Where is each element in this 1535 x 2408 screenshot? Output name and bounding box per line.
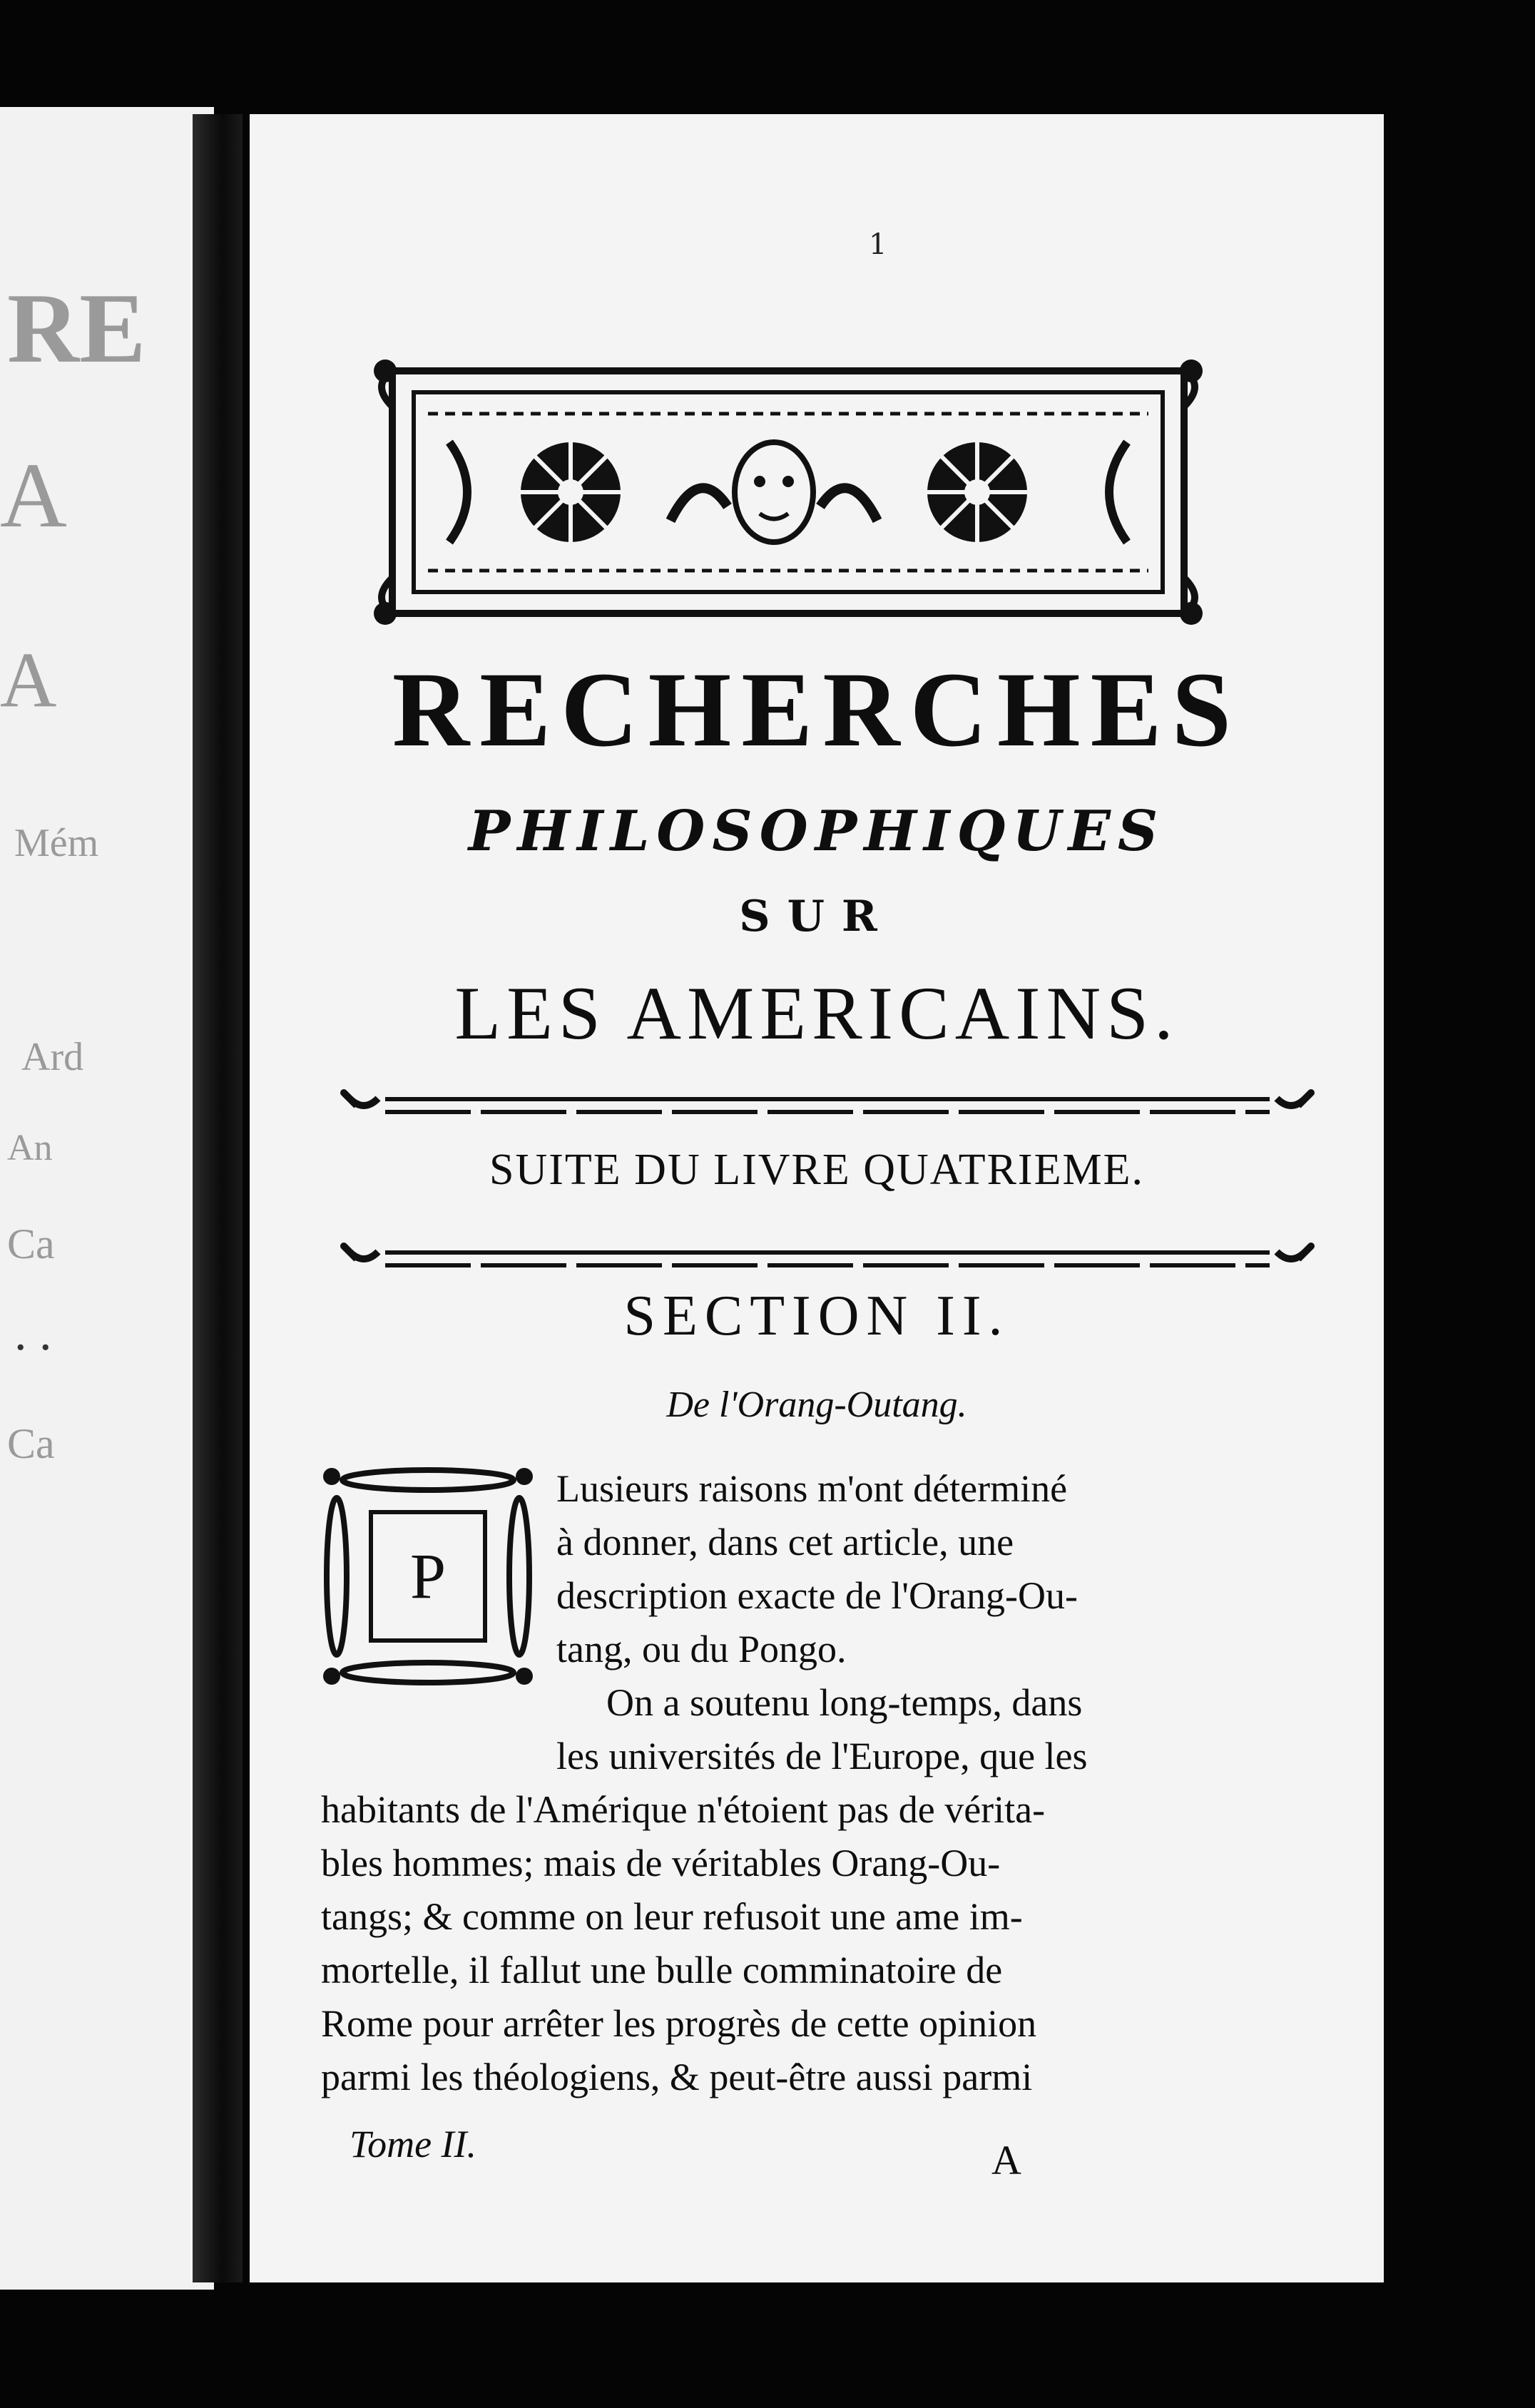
left-fragment: Ard [21, 1035, 84, 1079]
body-line: Lusieurs raisons m'ont déterminé [556, 1467, 1068, 1510]
body-line: habitants de l'Amérique n'étoient pas de vérita- [321, 1788, 1046, 1831]
footer-tome: Tome II. [350, 2123, 477, 2165]
body-line: On a soutenu long-temps, dans [606, 1681, 1083, 1724]
left-facing-page [0, 107, 214, 2290]
body-line: Rome pour arrêter les progrès de cette opinion [321, 2002, 1037, 2045]
page-signature-mark: 1 [869, 228, 887, 261]
title-americains: LES AMERICAINS. [454, 971, 1179, 1055]
title-philosophiques: PHILOSOPHIQUES [468, 799, 1166, 864]
book-page [250, 114, 1384, 2282]
ornamental-headpiece [364, 350, 1213, 635]
left-fragment: A [0, 636, 57, 723]
left-fragment: An [7, 1128, 53, 1168]
title-main: RECHERCHES [392, 651, 1242, 769]
section-title: SECTION II. [623, 1285, 1010, 1347]
title-sur: SUR [739, 892, 894, 942]
body-line: tangs; & comme on leur refusoit une ame im- [321, 1895, 1023, 1938]
left-fragment: RE [7, 273, 146, 384]
left-fragment: A [0, 444, 67, 547]
left-fragment: . . [14, 1306, 52, 1361]
left-fragment: Ca [7, 1220, 55, 1267]
ornamental-rule [328, 1081, 1327, 1131]
left-fragment: Mém [14, 821, 99, 865]
body-line: tang, ou du Pongo. [556, 1628, 847, 1670]
body-line: les universités de l'Europe, que les [556, 1735, 1088, 1777]
dropcap-letter: P [409, 1541, 447, 1612]
book-gutter [193, 114, 243, 2282]
body-line: à donner, dans cet article, une [556, 1521, 1014, 1563]
body-line: parmi les théologiens, & peut-être aussi parmi [321, 2056, 1033, 2098]
section-subtitle: De l'Orang-Outang. [666, 1384, 967, 1425]
dropcap-ornament [321, 1466, 535, 1687]
body-line: mortelle, il fallut une bulle comminatoire de [321, 1949, 1003, 1991]
book-subtitle: SUITE DU LIVRE QUATRIEME. [489, 1146, 1144, 1194]
left-fragment: Ca [7, 1420, 55, 1467]
footer-signature: A [991, 2137, 1021, 2183]
ornamental-rule [328, 1234, 1327, 1284]
body-line: description exacte de l'Orang-Ou- [556, 1574, 1078, 1617]
body-line: bles hommes; mais de véritables Orang-Ou- [321, 1842, 1001, 1884]
